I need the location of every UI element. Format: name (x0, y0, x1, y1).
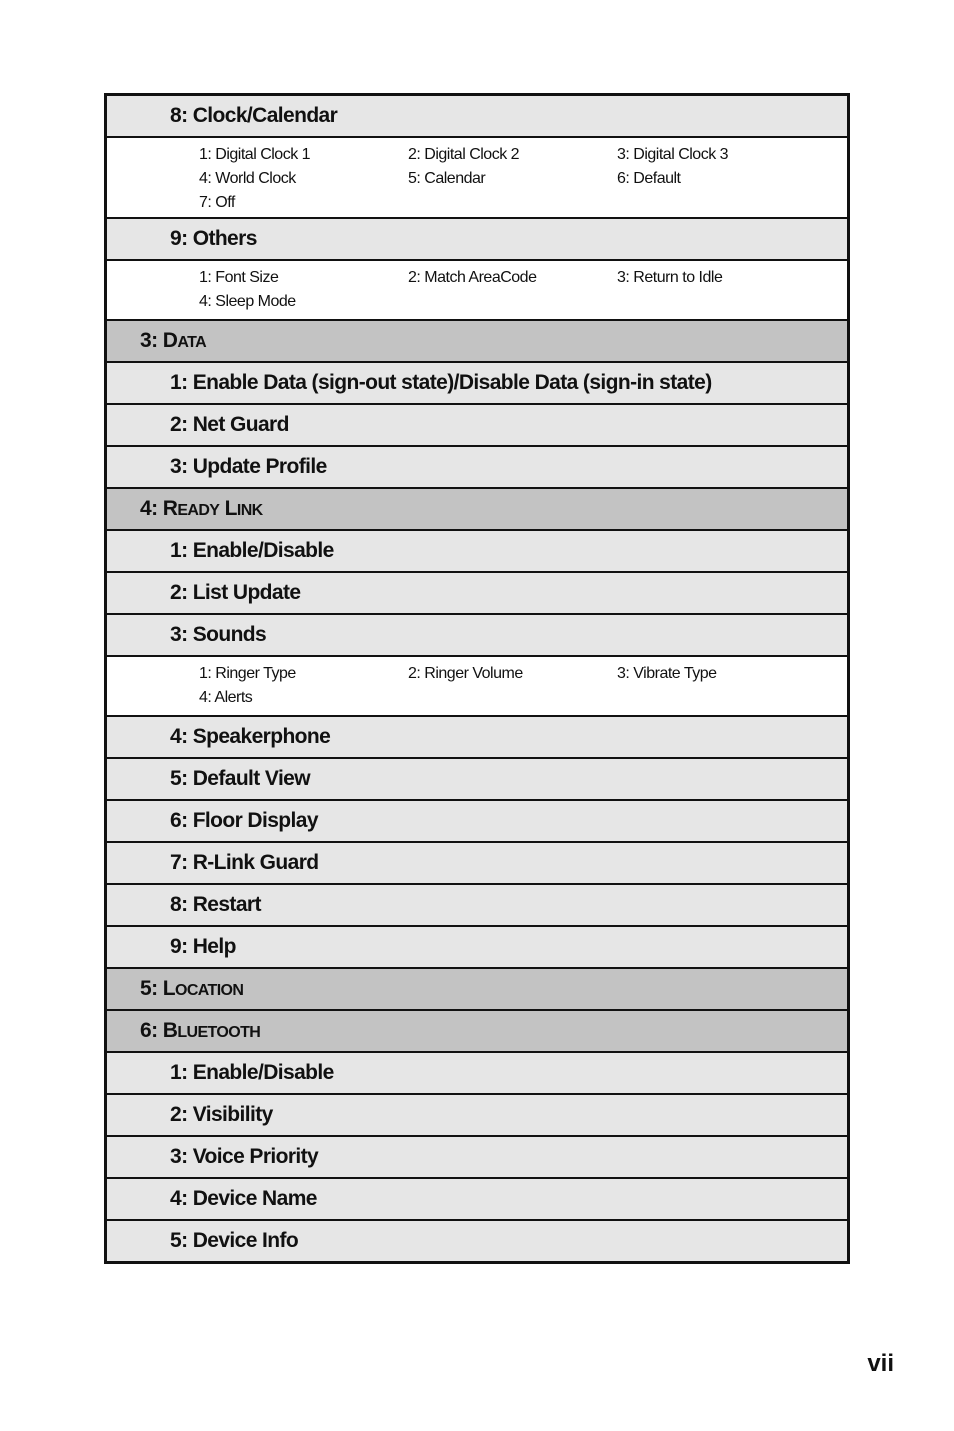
section-cap: B (162, 1019, 178, 1042)
section-rest: LUETOOTH (177, 1024, 261, 1041)
menu-item (107, 1093, 847, 1135)
submenu-options (107, 259, 847, 319)
menu-item (107, 925, 847, 967)
menu-item (107, 361, 847, 403)
section-number: 5: (140, 977, 158, 1000)
section-rest: INK (236, 502, 263, 519)
option: 3: Return to Idle (617, 269, 723, 286)
menu-item (107, 529, 847, 571)
option: 7: Off (199, 194, 235, 211)
option: 2: Digital Clock 2 (408, 146, 520, 163)
menu-item-label: 3: Sounds (170, 623, 267, 646)
menu-section (107, 487, 847, 529)
menu-item-label: 1: Enable Data (sign-out state)/Disable Data (sign-in state) (170, 371, 712, 394)
menu-item (107, 883, 847, 925)
section-cap: L (224, 497, 237, 520)
menu-item (107, 757, 847, 799)
menu-item-label: 3: Update Profile (170, 455, 327, 478)
menu-item-label: 5: Device Info (170, 1229, 299, 1252)
section-cap: R (162, 497, 178, 520)
option: 4: Alerts (199, 689, 253, 706)
section-cap: L (162, 977, 175, 1000)
option: 1: Font Size (199, 269, 279, 286)
submenu-options (107, 655, 847, 715)
section-number: 4: (140, 497, 158, 520)
menu-item (107, 96, 847, 136)
menu-item-label: 9: Help (170, 935, 236, 958)
menu-item-label: 8: Clock/Calendar (170, 104, 338, 127)
section-number: 3: (140, 329, 158, 352)
menu-section (107, 1009, 847, 1051)
menu-item (107, 1177, 847, 1219)
section-rest: OCATION (174, 982, 244, 999)
section-label (140, 1019, 260, 1043)
menu-table (104, 93, 850, 1264)
menu-item-label: 6: Floor Display (170, 809, 318, 832)
option: 4: World Clock (199, 170, 296, 187)
menu-section (107, 319, 847, 361)
menu-item-label: 3: Voice Priority (170, 1145, 319, 1168)
menu-item (107, 1219, 847, 1261)
menu-item (107, 217, 847, 259)
section-label (140, 497, 263, 521)
option: 5: Calendar (408, 170, 486, 187)
menu-item (107, 571, 847, 613)
menu-item-label: 2: Visibility (170, 1103, 273, 1126)
section-rest: ATA (177, 334, 207, 351)
menu-item (107, 715, 847, 757)
section-label (140, 977, 243, 1001)
option: 3: Vibrate Type (617, 665, 717, 682)
menu-item (107, 1135, 847, 1177)
option: 4: Sleep Mode (199, 293, 296, 310)
section-label (140, 329, 206, 353)
menu-item-label: 8: Restart (170, 893, 261, 916)
option: 2: Match AreaCode (408, 269, 537, 286)
section-rest: EADY (177, 502, 220, 519)
menu-item-label: 7: R-Link Guard (170, 851, 319, 874)
menu-item (107, 841, 847, 883)
section-cap: D (162, 329, 178, 352)
menu-item (107, 799, 847, 841)
menu-item-label: 4: Device Name (170, 1187, 317, 1210)
menu-item (107, 403, 847, 445)
page-number: vii (867, 1350, 894, 1377)
option: 1: Ringer Type (199, 665, 296, 682)
menu-item (107, 445, 847, 487)
section-number: 6: (140, 1019, 158, 1042)
menu-item-label: 9: Others (170, 227, 257, 250)
option: 3: Digital Clock 3 (617, 146, 729, 163)
menu-item-label: 1: Enable/Disable (170, 1061, 334, 1084)
option: 2: Ringer Volume (408, 665, 523, 682)
menu-item-label: 5: Default View (170, 767, 310, 790)
option: 6: Default (617, 170, 681, 187)
option: 1: Digital Clock 1 (199, 146, 311, 163)
menu-item-label: 2: Net Guard (170, 413, 289, 436)
menu-item (107, 1051, 847, 1093)
menu-item-label: 1: Enable/Disable (170, 539, 334, 562)
submenu-options (107, 136, 847, 217)
menu-item-label: 4: Speakerphone (170, 725, 331, 748)
menu-section (107, 967, 847, 1009)
menu-item (107, 613, 847, 655)
menu-item-label: 2: List Update (170, 581, 301, 604)
